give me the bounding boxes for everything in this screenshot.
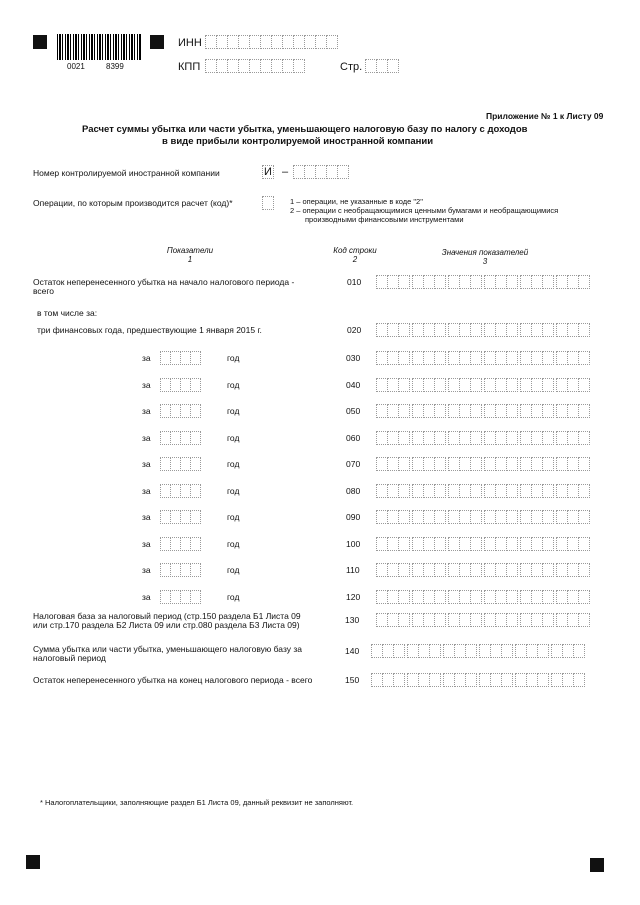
year-prefix: за: [142, 512, 151, 522]
value-cell[interactable]: [470, 563, 482, 577]
year-field-120[interactable]: [161, 590, 201, 604]
value-cell[interactable]: [578, 563, 590, 577]
barcode: [57, 34, 141, 60]
barcode-number-left: 0021: [67, 62, 85, 71]
value-cell[interactable]: [506, 378, 518, 392]
value-cell[interactable]: [465, 644, 477, 658]
value-cell[interactable]: [506, 323, 518, 337]
row-140-code: 140: [345, 646, 360, 656]
value-cell[interactable]: [398, 484, 410, 498]
row-040-value-field[interactable]: [377, 378, 590, 392]
row-070-value-field[interactable]: [377, 457, 590, 471]
row-010-label-line2: всего: [33, 286, 55, 296]
value-cell[interactable]: [537, 673, 549, 687]
value-cell[interactable]: [470, 484, 482, 498]
value-cell[interactable]: [578, 590, 590, 604]
registration-marker-bottom-right: [590, 858, 604, 872]
row-140-value-field[interactable]: [372, 644, 585, 658]
row-010-code: 010: [347, 277, 362, 287]
value-cell[interactable]: [393, 673, 405, 687]
company-dash: –: [282, 166, 289, 178]
year-field-030[interactable]: [161, 351, 201, 365]
value-cell[interactable]: [542, 563, 554, 577]
row-010-label-line1: Остаток неперенесенного убытка на начало налогового периода -: [33, 277, 295, 287]
row-090-value-field[interactable]: [377, 510, 590, 524]
page-label: Стр.: [340, 61, 363, 73]
row-030-code: 030: [346, 353, 361, 363]
year-suffix: год: [227, 485, 240, 496]
value-cell[interactable]: [429, 644, 441, 658]
value-cell[interactable]: [578, 537, 590, 551]
year-prefix: за: [142, 591, 151, 602]
year-cell[interactable]: [190, 404, 201, 418]
year-prefix: за: [142, 353, 151, 363]
value-cell[interactable]: [398, 590, 410, 604]
value-cell[interactable]: [429, 673, 441, 687]
year-field-070[interactable]: [161, 457, 201, 471]
value-cell[interactable]: [434, 613, 446, 627]
value-cell[interactable]: [542, 351, 554, 365]
value-cell[interactable]: [578, 275, 590, 289]
year-field-110[interactable]: [161, 563, 201, 577]
row-150-value-field[interactable]: [372, 673, 585, 687]
year-suffix: год: [227, 379, 240, 390]
operations-code-field[interactable]: [263, 196, 274, 210]
value-cell[interactable]: [542, 404, 554, 418]
value-cell[interactable]: [578, 323, 590, 337]
kpp-field[interactable]: [206, 59, 305, 73]
operations-note-2: 2 – операции с необращающимися ценными бумагами и необращающимися: [290, 206, 559, 215]
year-cell[interactable]: [190, 590, 201, 604]
value-cell[interactable]: [542, 457, 554, 471]
row-070-code: 070: [346, 459, 361, 469]
value-cell[interactable]: [434, 378, 446, 392]
row-130-label-line2: или стр.170 раздела Б2 Листа 09 или стр.080 раздела Б3 Листа 09): [33, 620, 300, 630]
row-150-label: Остаток неперенесенного убытка на конец налогового периода - всего: [33, 675, 313, 685]
value-cell[interactable]: [537, 644, 549, 658]
value-cell[interactable]: [542, 537, 554, 551]
row-100-code: 100: [346, 538, 361, 549]
value-cell[interactable]: [506, 537, 518, 551]
col-header-indicators: Показатели: [166, 246, 214, 255]
year-prefix: за: [142, 379, 151, 390]
value-cell[interactable]: [470, 457, 482, 471]
value-cell[interactable]: [393, 644, 405, 658]
including-label: в том числе за:: [37, 308, 98, 318]
operations-note-1: 1 – операции, не указанные в коде "2": [290, 197, 423, 206]
value-cell[interactable]: [501, 673, 513, 687]
value-cell[interactable]: [398, 457, 410, 471]
form-title-line2: в виде прибыли контролируемой иностранной компании: [162, 136, 434, 147]
value-cell[interactable]: [573, 644, 585, 658]
value-cell[interactable]: [398, 431, 410, 445]
value-cell[interactable]: [470, 378, 482, 392]
row-120-value-field[interactable]: [377, 590, 590, 604]
value-cell[interactable]: [578, 457, 590, 471]
year-field-080[interactable]: [161, 484, 201, 498]
value-cell[interactable]: [470, 431, 482, 445]
row-080-value-field[interactable]: [377, 484, 590, 498]
col-header-indicators-num: 1: [187, 255, 193, 264]
year-suffix: год: [227, 512, 240, 522]
col-header-values-num: 3: [482, 257, 488, 266]
value-cell[interactable]: [542, 275, 554, 289]
value-cell[interactable]: [434, 590, 446, 604]
value-cell[interactable]: [506, 613, 518, 627]
year-field-060[interactable]: [161, 431, 201, 445]
value-cell[interactable]: [506, 590, 518, 604]
year-cell[interactable]: [190, 563, 201, 577]
appendix-label: Приложение № 1 к Листу 09: [486, 111, 604, 121]
value-cell[interactable]: [398, 563, 410, 577]
row-020-code: 020: [347, 325, 362, 335]
value-cell[interactable]: [470, 351, 482, 365]
year-suffix: год: [227, 459, 240, 469]
value-cell[interactable]: [434, 563, 446, 577]
row-050-code: 050: [346, 406, 361, 416]
year-cell[interactable]: [190, 484, 201, 498]
value-cell[interactable]: [578, 613, 590, 627]
row-050-value-field[interactable]: [377, 404, 590, 418]
value-cell[interactable]: [434, 484, 446, 498]
row-010-value-field[interactable]: [377, 275, 590, 289]
value-cell[interactable]: [506, 275, 518, 289]
footnote: * Налогоплательщики, заполняющие раздел Б1 Листа 09, данный реквизит не заполняют.: [40, 798, 354, 807]
value-cell[interactable]: [501, 644, 513, 658]
value-cell[interactable]: [434, 323, 446, 337]
value-cell[interactable]: [398, 323, 410, 337]
year-cell[interactable]: [190, 537, 201, 551]
page-number-field[interactable]: [366, 59, 399, 73]
value-cell[interactable]: [542, 510, 554, 524]
year-cell[interactable]: [190, 431, 201, 445]
company-number-field[interactable]: [294, 165, 349, 179]
row-150-code: 150: [345, 675, 360, 685]
year-prefix: за: [142, 565, 151, 575]
operations-code-label: Операции, по которым производится расчет (код)*: [33, 198, 233, 208]
value-cell[interactable]: [506, 484, 518, 498]
row-100-value-field[interactable]: [377, 537, 590, 551]
row-140-label-line1: Сумма убытка или части убытка, уменьшающего налоговую базу за: [33, 644, 302, 654]
value-cell[interactable]: [542, 378, 554, 392]
company-prefix-cell: [263, 165, 274, 179]
value-cell[interactable]: [470, 404, 482, 418]
col-header-values: Значения показателей: [441, 248, 529, 257]
year-prefix: за: [142, 432, 151, 443]
inn-field[interactable]: [206, 35, 338, 49]
year-cell[interactable]: [190, 378, 201, 392]
row-130-label-line1: Налоговая база за налоговый период (стр.150 раздела Б1 Листа 09: [33, 611, 301, 621]
value-cell[interactable]: [470, 537, 482, 551]
year-prefix: за: [142, 406, 151, 416]
value-cell[interactable]: [578, 484, 590, 498]
value-cell[interactable]: [434, 351, 446, 365]
year-prefix: за: [142, 459, 151, 469]
value-cell[interactable]: [506, 510, 518, 524]
value-cell[interactable]: [542, 613, 554, 627]
row-060-value-field[interactable]: [377, 431, 590, 445]
row-030-value-field[interactable]: [377, 351, 590, 365]
value-cell[interactable]: [398, 351, 410, 365]
row-040-code: 040: [346, 379, 361, 390]
value-cell[interactable]: [506, 563, 518, 577]
value-cell[interactable]: [434, 431, 446, 445]
year-field-040[interactable]: [161, 378, 201, 392]
value-cell[interactable]: [542, 590, 554, 604]
value-cell[interactable]: [470, 323, 482, 337]
row-130-code: 130: [345, 615, 360, 625]
value-cell[interactable]: [542, 431, 554, 445]
row-110-value-field[interactable]: [377, 563, 590, 577]
row-130-value-field[interactable]: [377, 613, 590, 627]
year-cell[interactable]: [190, 510, 201, 524]
value-cell[interactable]: [578, 351, 590, 365]
year-field-050[interactable]: [161, 404, 201, 418]
row-120-code: 120: [346, 591, 361, 602]
value-cell[interactable]: [465, 673, 477, 687]
year-suffix: год: [227, 538, 240, 549]
registration-marker-top-left: [33, 35, 47, 49]
value-cell[interactable]: [470, 613, 482, 627]
operations-note-3: производными финансовыми инструментами: [305, 215, 464, 224]
value-cell[interactable]: [578, 378, 590, 392]
value-cell[interactable]: [470, 510, 482, 524]
year-cell[interactable]: [190, 457, 201, 471]
year-prefix: за: [142, 538, 151, 549]
value-cell[interactable]: [578, 510, 590, 524]
year-suffix: год: [227, 353, 240, 363]
col-header-code-num: 2: [352, 255, 358, 264]
company-prefix: И: [262, 165, 274, 179]
value-cell[interactable]: [542, 484, 554, 498]
year-prefix: за: [142, 485, 151, 496]
value-cell[interactable]: [506, 404, 518, 418]
kpp-label: КПП: [178, 61, 201, 73]
row-080-code: 080: [346, 485, 361, 496]
company-number-label: Номер контролируемой иностранной компании: [33, 168, 220, 178]
value-cell[interactable]: [542, 323, 554, 337]
col-header-code: Код строки: [333, 246, 377, 255]
value-cell[interactable]: [434, 457, 446, 471]
registration-marker-top-right: [150, 35, 164, 49]
year-field-090[interactable]: [161, 510, 201, 524]
year-suffix: год: [227, 406, 240, 416]
row-020-value-field[interactable]: [377, 323, 590, 337]
value-cell[interactable]: [434, 537, 446, 551]
value-cell[interactable]: [398, 537, 410, 551]
value-cell[interactable]: [434, 404, 446, 418]
barcode-number-right: 8399: [106, 62, 124, 71]
row-140-label-line2: налоговый период: [33, 653, 106, 663]
value-cell[interactable]: [398, 378, 410, 392]
form-title-line1: Расчет суммы убытка или части убытка, уменьшающего налоговую базу по налогу с доходов: [82, 124, 528, 135]
registration-marker-bottom-left: [26, 855, 40, 869]
year-cell[interactable]: [190, 351, 201, 365]
value-cell[interactable]: [506, 431, 518, 445]
row-020-label: три финансовых года, предшествующие 1 января 2015 г.: [37, 325, 262, 335]
value-cell[interactable]: [506, 351, 518, 365]
value-cell[interactable]: [578, 404, 590, 418]
value-cell[interactable]: [578, 431, 590, 445]
value-cell[interactable]: [398, 275, 410, 289]
value-cell[interactable]: [573, 673, 585, 687]
value-cell[interactable]: [398, 613, 410, 627]
value-cell[interactable]: [470, 275, 482, 289]
row-090-code: 090: [346, 512, 361, 522]
year-suffix: год: [227, 565, 240, 575]
value-cell[interactable]: [506, 457, 518, 471]
year-field-100[interactable]: [161, 537, 201, 551]
row-060-code: 060: [346, 432, 361, 443]
value-cell[interactable]: [398, 404, 410, 418]
year-suffix: год: [227, 432, 240, 443]
year-suffix: год: [227, 591, 240, 602]
value-cell[interactable]: [470, 590, 482, 604]
value-cell[interactable]: [398, 510, 410, 524]
row-110-code: 110: [346, 565, 360, 575]
value-cell[interactable]: [434, 510, 446, 524]
inn-label: ИНН: [178, 37, 202, 49]
value-cell[interactable]: [434, 275, 446, 289]
